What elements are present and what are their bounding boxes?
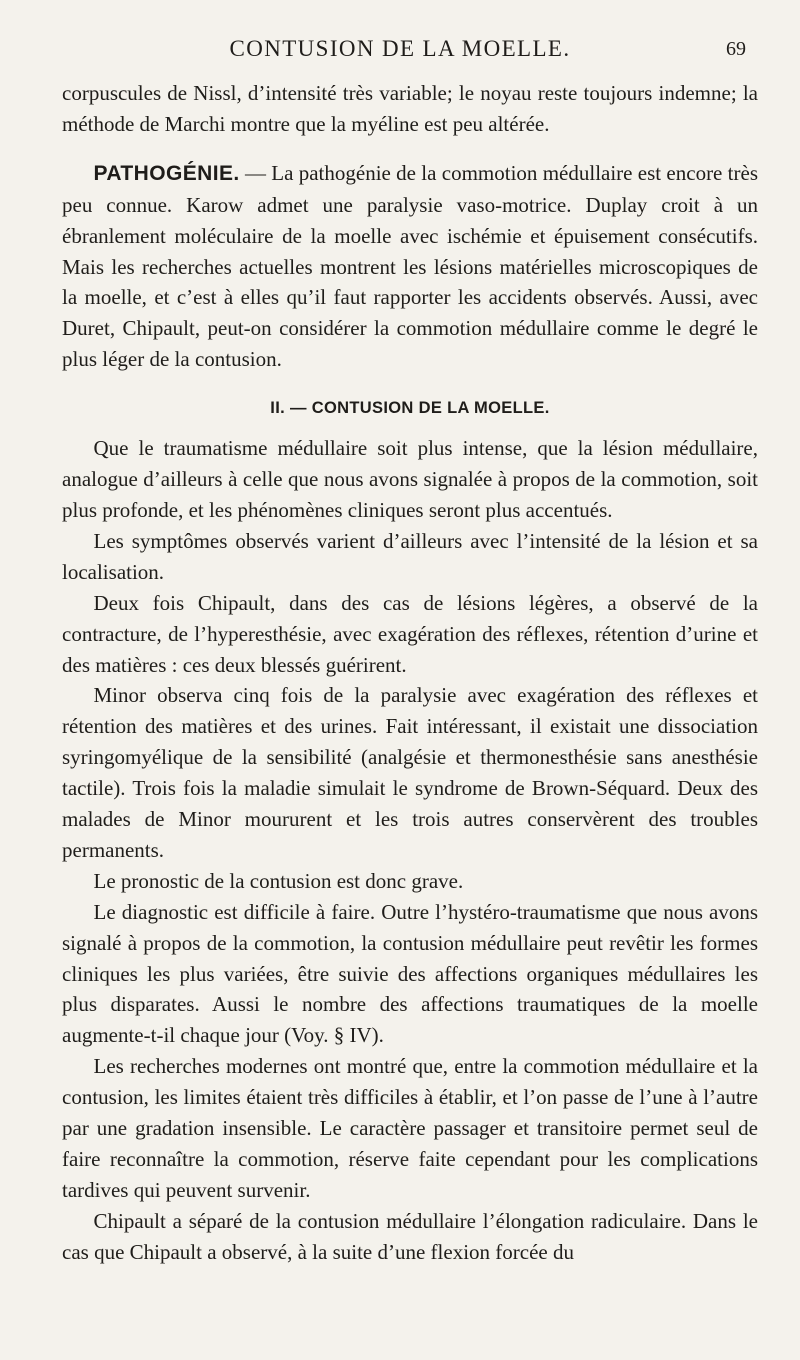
pathogenie-text: — La pathogénie de la commotion médullaire est encore très peu connue. Karow admet une paralysie vaso-motrice. Duplay croit à un ébranlement moléculaire de la moelle avec ischémie et épuisement consécutifs. Mais les recherches actuelles montrent les lésions matérielles microscopiques de la moelle, et c’est à elles qu’il faut rapporter les accidents observés. Aussi, avec Duret, Chipault, peut-on considérer la commotion médullaire comme le degré le plus léger de la contusion. — [62, 160, 758, 372]
paragraph-8: Chipault a séparé de la contusion médullaire l’élongation radiculaire. Dans le cas que Chipault a observé, à la suite d’une flexion forcée du — [62, 1208, 758, 1264]
paragraph-5: Le pronostic de la contusion est donc grave. — [93, 868, 464, 893]
running-head — [40, 32, 760, 66]
paragraph-pathogenie — [62, 158, 758, 375]
paragraph-3: Deux fois Chipault, dans des cas de lésions légères, a observé de la contracture, de l’hyperesthésie, avec exagération des réflexes, rétention d’urine et des matières : ces deux blessés guérirent. — [62, 590, 758, 677]
body-text — [62, 78, 758, 1268]
paragraph-2: Les symptômes observés varient d’ailleurs avec l’intensité de la lésion et sa localisation. — [62, 528, 758, 584]
section-heading: II. — CONTUSION DE LA MOELLE. — [270, 399, 550, 418]
page-number: 69 — [726, 38, 746, 60]
paragraph-4: Minor observa cinq fois de la paralysie avec exagération des réflexes et rétention des matières et des urines. Fait intéressant, il existait une dissociation syringomyélique de la sensibilité (analgésie et thermonesthésie sans anesthésie tactile). Trois fois la maladie simulait le syndrome de Brown-Séquard. Deux des malades de Minor moururent et les trois autres conservèrent des troubles permanents. — [62, 683, 758, 862]
pathogenie-label: PATHOGÉNIE. — [93, 161, 240, 185]
paragraph-6: Le diagnostic est difficile à faire. Outre l’hystéro-traumatisme que nous avons signalé à propos de la commotion, la contusion médullaire peut revêtir les formes cliniques les plus variées, être suivie des affections organiques médullaires les plus disparates. Aussi le nombre des affections traumatiques de la moelle augmente-t-il chaque jour (Voy. § IV). — [62, 899, 758, 1048]
paragraph-1: Que le traumatisme médullaire soit plus intense, que la lésion médullaire, analogue d’ailleurs à celle que nous avons signalée à propos de la commotion, soit plus profonde, et les phénomènes cliniques seront plus accentués. — [62, 436, 758, 522]
paragraph-0: corpuscules de Nissl, d’intensité très variable; le noyau reste toujours indemne; la méthode de Marchi montre que la myéline est peu altérée. — [62, 81, 758, 136]
paragraph-7: Les recherches modernes ont montré que, entre la commotion médullaire et la contusion, les limites étaient très difficiles à établir, et l’on passe de l’une à l’autre par une gradation insensible. Le caractère passager et transitoire permet seul de faire reconnaître la commotion, réserve faite cependant pour les complications tardives qui peuvent survenir. — [62, 1054, 758, 1202]
running-title: CONTUSION DE LA MOELLE. — [229, 36, 571, 61]
